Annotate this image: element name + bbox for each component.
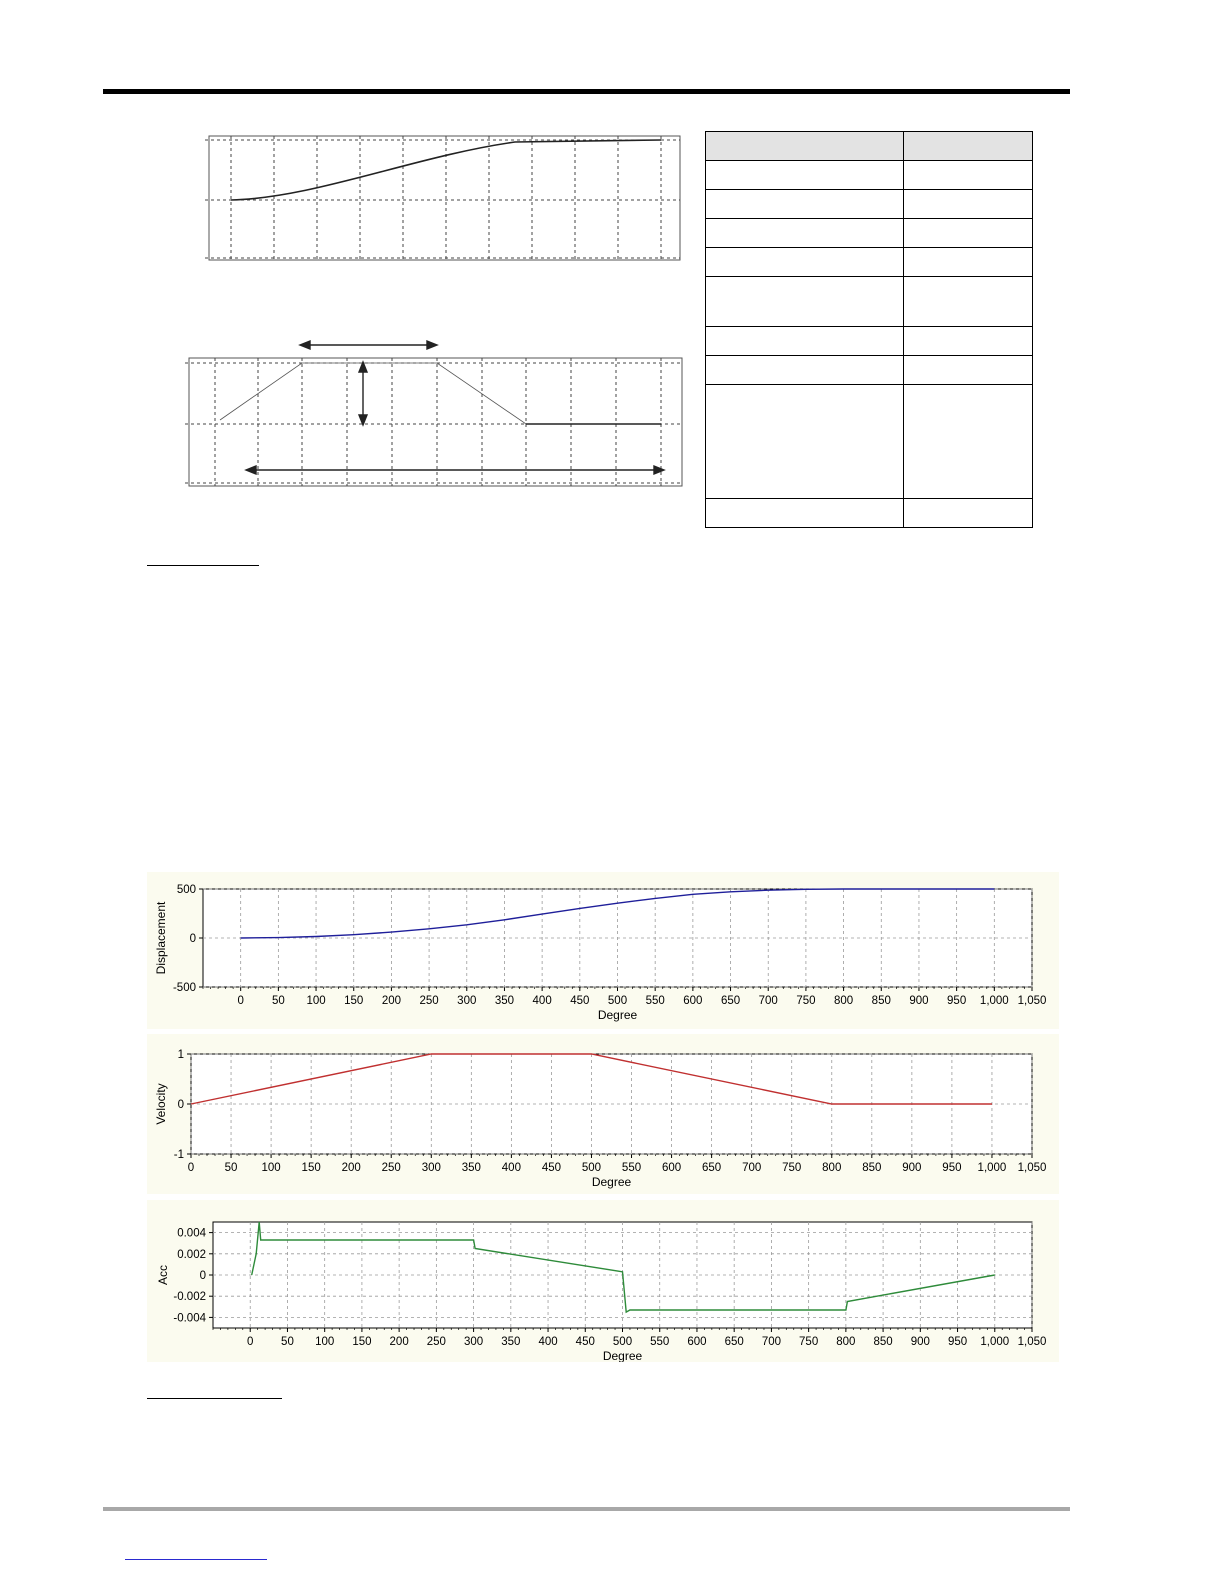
y-tick-label: 1 xyxy=(177,1049,184,1061)
x-tick-label: 700 xyxy=(758,995,778,1007)
x-tick-label: 100 xyxy=(315,1336,335,1348)
x-tick-label: 600 xyxy=(683,995,703,1007)
y-axis-label: Displacement xyxy=(154,901,168,975)
x-tick-label: 550 xyxy=(645,995,665,1007)
x-tick-label: 500 xyxy=(607,995,628,1007)
velocity-chart xyxy=(147,1034,1059,1194)
section-underline xyxy=(147,1398,282,1399)
x-tick-label: 850 xyxy=(873,1336,893,1348)
y-tick-label: 0 xyxy=(189,933,196,945)
x-tick-label: 950 xyxy=(942,1162,962,1174)
x-tick-label: 1,050 xyxy=(1017,1336,1047,1348)
x-tick-label: 100 xyxy=(306,995,326,1007)
x-tick-label: 850 xyxy=(871,995,891,1007)
x-tick-label: 600 xyxy=(661,1162,682,1174)
x-tick-label: 50 xyxy=(224,1162,238,1174)
header-rule xyxy=(103,89,1070,94)
x-tick-label: 200 xyxy=(341,1162,361,1174)
x-tick-label: 200 xyxy=(381,995,402,1007)
y-tick-label: -500 xyxy=(172,982,196,994)
x-tick-label: 650 xyxy=(720,995,741,1007)
x-tick-label: 950 xyxy=(947,995,967,1007)
parameter-table xyxy=(705,131,1033,528)
x-tick-label: 0 xyxy=(237,995,244,1007)
x-tick-label: 700 xyxy=(742,1162,762,1174)
y-tick-label: 0 xyxy=(199,1270,206,1282)
y-axis-label: Acc xyxy=(156,1264,170,1286)
x-tick-label: 50 xyxy=(271,995,285,1007)
displacement-sketch xyxy=(195,128,695,268)
table-row xyxy=(706,385,1033,499)
sketch-frame xyxy=(189,358,682,486)
table-row xyxy=(706,190,1033,219)
x-tick-label: 1,000 xyxy=(977,1162,1007,1174)
y-axis-label: Velocity xyxy=(154,1083,168,1125)
y-tick-label: 0 xyxy=(177,1099,184,1111)
x-axis-label: Degree xyxy=(602,1349,643,1362)
y-tick-label: 0.002 xyxy=(177,1248,206,1261)
y-tick-label: 500 xyxy=(176,884,196,896)
x-tick-label: 350 xyxy=(501,1336,521,1348)
footer-link-underline xyxy=(125,1559,267,1560)
y-tick-label: -1 xyxy=(173,1149,184,1161)
x-tick-label: 150 xyxy=(352,1336,372,1348)
x-tick-label: 150 xyxy=(344,995,364,1007)
x-tick-label: 500 xyxy=(612,1336,633,1348)
x-tick-label: 750 xyxy=(796,995,816,1007)
table-row xyxy=(706,248,1033,277)
displacement-chart xyxy=(147,872,1059,1029)
x-tick-label: 450 xyxy=(541,1162,562,1174)
x-tick-label: 900 xyxy=(910,1336,930,1348)
x-tick-label: 400 xyxy=(538,1336,558,1348)
displacement-chart-panel xyxy=(147,872,1059,1029)
x-tick-label: 300 xyxy=(421,1162,441,1174)
y-tick-label: -0.004 xyxy=(173,1312,206,1325)
velocity-chart-panel xyxy=(147,1034,1059,1194)
x-tick-label: 850 xyxy=(862,1162,882,1174)
acc-chart xyxy=(147,1200,1059,1362)
x-tick-label: 300 xyxy=(457,995,477,1007)
x-tick-label: 250 xyxy=(426,1336,446,1348)
x-tick-label: 1,050 xyxy=(1017,1162,1047,1174)
table-row xyxy=(706,277,1033,327)
x-tick-label: 400 xyxy=(501,1162,521,1174)
x-tick-label: 400 xyxy=(532,995,552,1007)
x-tick-label: 1,000 xyxy=(980,1336,1010,1348)
table-row xyxy=(706,499,1033,528)
y-tick-label: 0.004 xyxy=(177,1227,206,1240)
x-tick-label: 0 xyxy=(187,1162,195,1174)
x-tick-label: 650 xyxy=(724,1336,744,1348)
x-tick-label: 150 xyxy=(301,1162,321,1174)
x-tick-label: 50 xyxy=(281,1336,294,1348)
table-row xyxy=(706,356,1033,385)
x-tick-label: 500 xyxy=(581,1162,602,1174)
x-tick-label: 100 xyxy=(261,1162,281,1174)
x-tick-label: 750 xyxy=(799,1336,819,1348)
section-underline xyxy=(147,565,259,566)
x-tick-label: 250 xyxy=(419,995,439,1007)
x-tick-label: 800 xyxy=(822,1162,842,1174)
x-tick-label: 550 xyxy=(621,1162,642,1174)
x-tick-label: 650 xyxy=(702,1162,722,1174)
acc-chart-panel xyxy=(147,1200,1059,1362)
x-tick-label: 350 xyxy=(461,1162,481,1174)
x-tick-label: 450 xyxy=(570,995,590,1007)
table-row xyxy=(706,219,1033,248)
x-tick-label: 1,050 xyxy=(1017,995,1047,1007)
x-tick-label: 750 xyxy=(782,1162,802,1174)
x-tick-label: 200 xyxy=(389,1336,409,1348)
x-tick-label: 0 xyxy=(247,1336,254,1348)
x-tick-label: 550 xyxy=(650,1336,670,1348)
table-header-row xyxy=(706,132,1033,161)
x-axis-label: Degree xyxy=(591,1175,632,1189)
x-tick-label: 800 xyxy=(833,995,854,1007)
x-axis-label: Degree xyxy=(597,1008,638,1022)
x-tick-label: 450 xyxy=(575,1336,595,1348)
x-tick-label: 900 xyxy=(902,1162,922,1174)
x-tick-label: 700 xyxy=(761,1336,782,1348)
x-tick-label: 350 xyxy=(494,995,515,1007)
table-row xyxy=(706,161,1033,190)
x-tick-label: 1,000 xyxy=(979,995,1009,1007)
x-tick-label: 900 xyxy=(909,995,929,1007)
table-row xyxy=(706,327,1033,356)
x-tick-label: 950 xyxy=(947,1336,968,1348)
x-tick-label: 300 xyxy=(463,1336,484,1348)
x-tick-label: 800 xyxy=(836,1336,856,1348)
footer-rule xyxy=(103,1507,1070,1511)
x-tick-label: 600 xyxy=(687,1336,707,1348)
x-tick-label: 250 xyxy=(381,1162,401,1174)
sketch-frame xyxy=(209,136,680,260)
y-tick-label: -0.002 xyxy=(173,1291,206,1304)
velocity-sketch xyxy=(180,335,690,495)
